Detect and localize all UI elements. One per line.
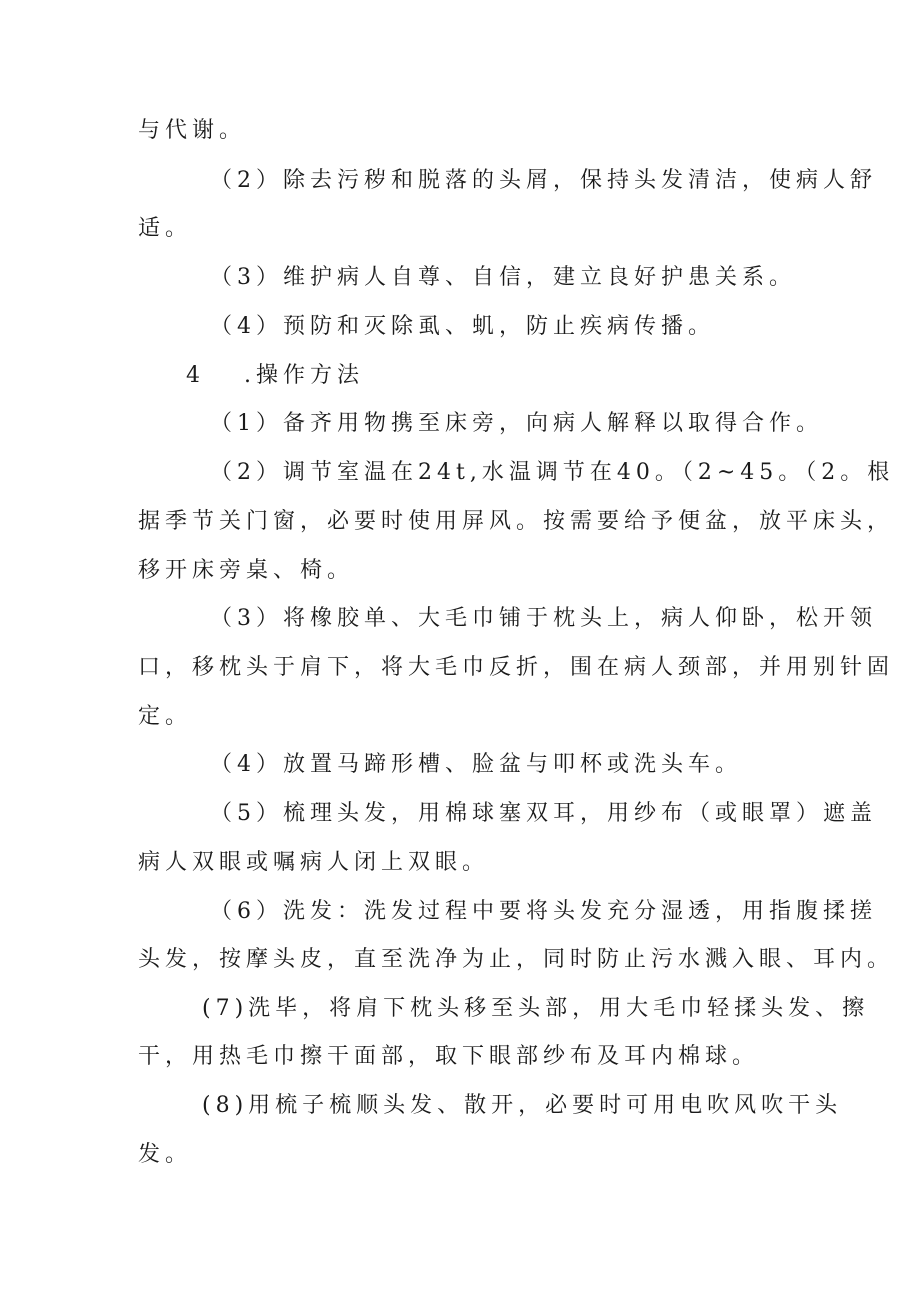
- text-line: (8)用梳子梳顺头发、散开，必要时可用电吹风吹干头: [202, 1093, 843, 1118]
- text-line: 干，用热毛巾擦干面部，取下眼部纱布及耳内棉球。: [138, 1044, 760, 1069]
- text-line: （3）将橡胶单、大毛巾铺于枕头上，病人仰卧，松开领: [210, 606, 877, 631]
- text-line: 病人双眼或嘱病人闭上双眼。: [138, 850, 490, 875]
- section-title: .操作方法: [244, 363, 364, 388]
- text-line: 头发，按摩头皮，直至洗净为止，同时防止污水溅入眼、耳内。: [138, 947, 895, 972]
- text-line: （2）除去污秽和脱落的头屑，保持头发清洁，使病人舒: [210, 168, 877, 193]
- text-line: （3）维护病人自尊、自信，建立良好护患关系。: [210, 265, 796, 290]
- section-heading: [186, 362, 364, 390]
- text-line: （1）备齐用物携至床旁，向病人解释以取得合作。: [210, 411, 823, 436]
- text-line: (7)洗毕，将肩下枕头移至头部，用大毛巾轻揉头发、擦: [202, 996, 870, 1021]
- text-line: 与代谢。: [138, 118, 247, 143]
- text-line: 移开床旁桌、椅。: [138, 558, 355, 583]
- text-line: （5）梳理头发，用棉球塞双耳，用纱布（或眼罩）遮盖: [210, 801, 877, 826]
- text-line: 定。: [138, 704, 193, 729]
- text-line: 发。: [138, 1142, 193, 1167]
- text-line: （2）调节室温在24t,水温调节在40。（2~45。（2。根: [210, 460, 895, 485]
- text-line: 据季节关门窗，必要时使用屏风。按需要给予便盆，放平床头，: [138, 509, 895, 534]
- text-line: （4）预防和灭除虱、虮，防止疾病传播。: [210, 314, 715, 339]
- text-line: （6）洗发：洗发过程中要将头发充分湿透，用指腹揉搓: [210, 899, 877, 924]
- text-line: 适。: [138, 216, 193, 241]
- text-line: 口，移枕头于肩下，将大毛巾反折，围在病人颈部，并用别针固: [138, 655, 895, 680]
- section-number: 4: [186, 363, 200, 388]
- text-line: （4）放置马蹄形槽、脸盆与叩杯或洗头车。: [210, 752, 742, 777]
